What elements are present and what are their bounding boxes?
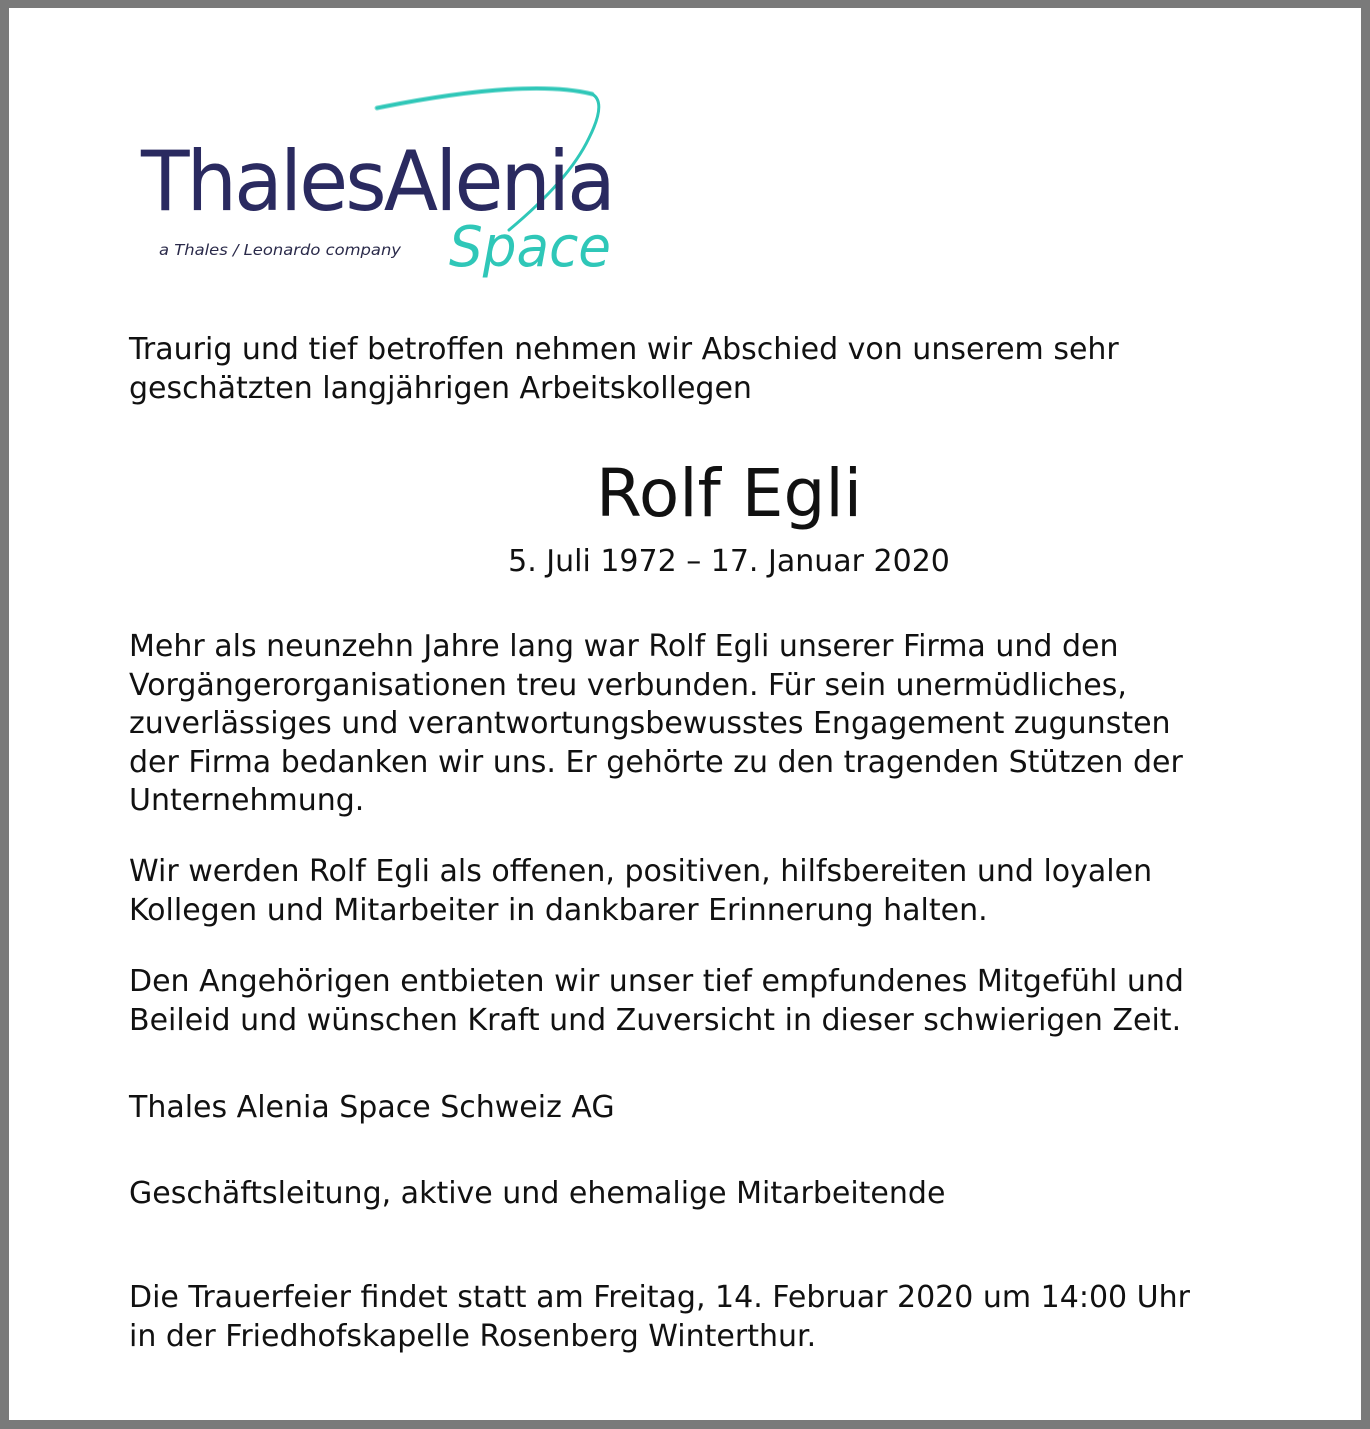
- ceremony-line-1: Die Trauerfeier findet statt am Freitag, 14. Februar 2020 um 14:00 Uhr: [129, 1280, 1190, 1315]
- intro-text: [129, 331, 1269, 408]
- tribute-line-2: Vorgängerorganisationen treu verbunden. Für sein unermüdliches,: [129, 667, 1127, 703]
- company-signature: Thales Alenia Space Schweiz AG: [129, 1090, 615, 1125]
- logo-wordmark: ThalesAlenia: [140, 133, 613, 230]
- memory-paragraph: [129, 853, 1269, 930]
- thales-alenia-space-logo: [137, 80, 627, 286]
- tribute-line-1: Mehr als neunzehn Jahre lang war Rolf Egli unserer Firma und den: [129, 629, 1119, 664]
- condolence-paragraph: [129, 963, 1269, 1040]
- logo-space-word: Space: [449, 215, 611, 280]
- logo-tagline: a Thales / Leonardo company: [159, 241, 403, 259]
- deceased-name: Rolf Egli: [595, 455, 863, 532]
- intro-line-2: geschätzten langjährigen Arbeitskollegen: [129, 370, 752, 406]
- logo-graphic: [137, 80, 627, 286]
- tribute-line-5: Unternehmung.: [129, 783, 365, 818]
- life-dates: 5. Juli 1972 – 17. Januar 2020: [508, 544, 950, 579]
- tribute-paragraph: [129, 628, 1269, 821]
- group-signature: Geschäftsleitung, aktive und ehemalige Mitarbeitende: [129, 1176, 946, 1211]
- tribute-line-4: der Firma bedanken wir uns. Er gehörte zu den tragenden Stützen der: [129, 744, 1183, 780]
- memory-line-1: Wir werden Rolf Egli als offenen, positiven, hilfsbereiten und loyalen: [129, 854, 1153, 889]
- condolence-line-2: Beileid und wünschen Kraft und Zuversicht in dieser schwierigen Zeit.: [129, 1002, 1182, 1038]
- ceremony-notice: [129, 1279, 1269, 1356]
- intro-line-1: Traurig und tief betroffen nehmen wir Abschied von unserem sehr: [129, 332, 1119, 367]
- condolence-line-1: Den Angehörigen entbieten wir unser tief empfundenes Mitgefühl und: [129, 964, 1184, 999]
- ceremony-line-2: in der Friedhofskapelle Rosenberg Winterthur.: [129, 1318, 817, 1354]
- tribute-line-3: zuverlässiges und verantwortungsbewusstes Engagement zugunsten: [129, 706, 1171, 741]
- memory-line-2: Kollegen und Mitarbeiter in dankbarer Erinnerung halten.: [129, 892, 988, 928]
